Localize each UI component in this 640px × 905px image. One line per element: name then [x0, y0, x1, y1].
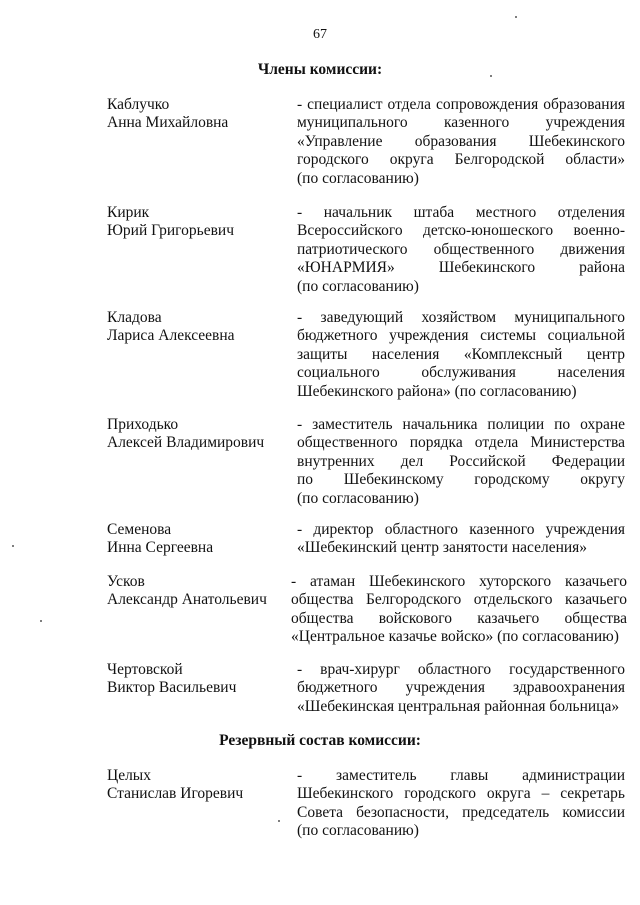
page-number: 67	[313, 27, 327, 42]
role-line: «ЮНАРМИЯ» Шебекинского района	[297, 259, 625, 277]
role-line: городского округа Белгородской области»	[297, 151, 625, 169]
scan-speck	[12, 545, 14, 547]
member-surname: Семенова	[107, 521, 172, 538]
member-given-name: Инна Сергеевна	[107, 539, 214, 557]
members-heading: Члены комиссии:	[257, 61, 383, 78]
member-surname: Кладова	[107, 309, 162, 326]
role-line: Шебекинского района» (по согласованию)	[297, 382, 577, 400]
role-line: - атаман Шебекинского хуторского казачьего	[291, 573, 627, 590]
role-line: «Шебекинский центр занятости населения»	[297, 539, 588, 557]
member-given-name: Алексей Владимирович	[107, 434, 265, 452]
member-role	[297, 521, 625, 558]
role-line: (по согласованию)	[297, 169, 419, 187]
member-given-name: Виктор Васильевич	[107, 679, 237, 697]
role-line: внутренних дел Российской Федерации	[297, 452, 625, 470]
role-line: общественного порядка отдела Министерства	[297, 434, 625, 452]
role-line: бюджетного учреждения системы социальной	[297, 327, 625, 345]
role-line: - специалист отдела сопровождения образования	[297, 96, 625, 113]
role-line: - начальник штаба местного отделения	[297, 204, 625, 221]
role-line: общества войскового казачьего общества	[291, 609, 627, 627]
member-role	[291, 573, 627, 647]
member-surname: Целых	[107, 767, 151, 784]
scan-speck	[515, 16, 517, 18]
scan-speck	[40, 620, 42, 622]
member-name	[107, 767, 292, 803]
role-line: - директор областного казенного учреждения	[297, 521, 625, 538]
role-line: - заместитель главы администрации	[297, 767, 625, 784]
scan-speck	[490, 75, 492, 77]
member-given-name: Анна Михайловна	[107, 114, 229, 132]
role-line: - врач-хирург областного государственного	[297, 661, 625, 678]
role-line: (по согласованию)	[297, 489, 419, 507]
role-line: защиты населения «Комплексный центр	[297, 345, 625, 363]
member-given-name: Александр Анатольевич	[107, 591, 267, 609]
role-line: «Шебекинская центральная районная больница»	[297, 697, 620, 715]
member-name	[107, 309, 292, 345]
member-name	[107, 521, 292, 557]
role-line: Шебекинского городского округа – секретарь	[297, 785, 625, 803]
role-line: - заведующий хозяйством муниципального	[297, 309, 625, 326]
member-name	[107, 96, 292, 132]
role-line: - заместитель начальника полиции по охране	[297, 416, 625, 433]
member-surname: Каблучко	[107, 96, 170, 113]
role-line: патриотического общественного движения	[297, 240, 625, 258]
role-line: (по согласованию)	[297, 822, 419, 840]
role-line: по Шебекинскому городскому округу	[297, 471, 625, 489]
member-name	[107, 204, 292, 240]
member-role	[297, 96, 625, 188]
role-line: (по согласованию)	[297, 277, 419, 295]
role-line: общества Белгородского отдельского казачьего	[291, 591, 627, 609]
member-role	[297, 309, 625, 401]
role-line: социального обслуживания населения	[297, 364, 625, 382]
member-surname: Чертовской	[107, 661, 183, 678]
member-name	[107, 573, 292, 609]
member-surname: Кирик	[107, 204, 150, 221]
member-role	[297, 204, 625, 296]
member-given-name: Лариса Алексеевна	[107, 327, 235, 345]
role-line: «Центральное казачье войско» (по согласованию)	[291, 628, 619, 646]
role-line: Всероссийского детско-юношеского военно-	[297, 222, 625, 240]
member-surname: Усков	[107, 573, 145, 590]
member-name	[107, 661, 292, 697]
member-role	[297, 416, 625, 508]
member-given-name: Юрий Григорьевич	[107, 222, 235, 240]
member-name	[107, 416, 292, 452]
scan-speck	[278, 820, 280, 822]
member-role	[297, 661, 625, 716]
member-surname: Приходько	[107, 416, 179, 433]
role-line: бюджетного учреждения здравоохранения	[297, 679, 625, 697]
member-role	[297, 767, 625, 841]
role-line: муниципального казенного учреждения	[297, 114, 625, 132]
role-line: «Управление образования Шебекинского	[297, 132, 625, 150]
member-given-name: Станислав Игоревич	[107, 785, 244, 803]
role-line: Совета безопасности, председатель комиссии	[297, 803, 625, 821]
reserve-heading: Резервный состав комиссии:	[219, 732, 421, 749]
